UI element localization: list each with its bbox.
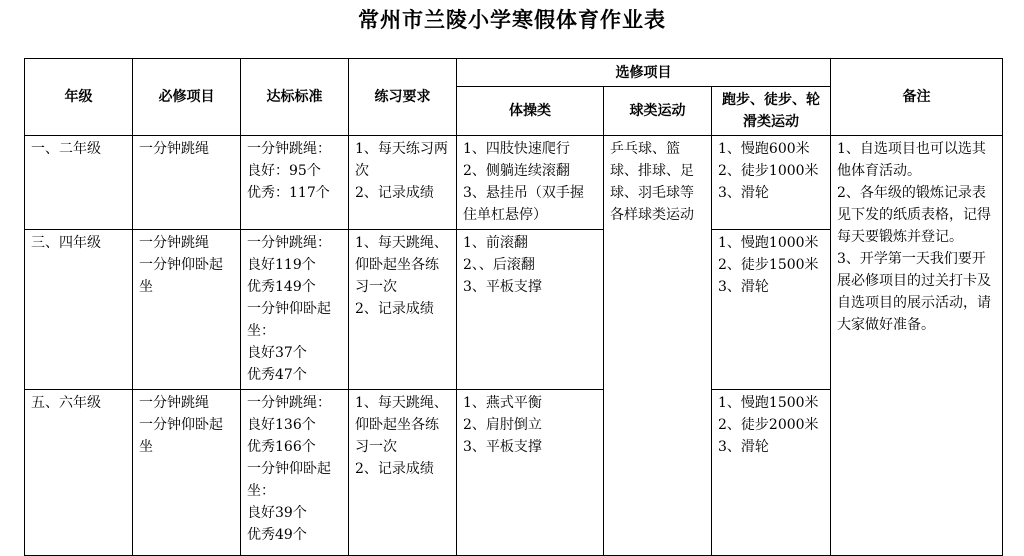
grade-cell: 三、四年级 (25, 230, 133, 390)
ball-cell: 乒乓球、篮球、排球、足球、羽毛球等各样球类运动 (604, 136, 712, 556)
required-cell: 一分钟跳绳 (133, 136, 241, 230)
standard-cell: 一分钟跳绳： 良好136个 优秀166个 一分钟仰卧起坐： 良好39个 优秀49个 (241, 390, 349, 556)
running-cell: 1、慢跑600米 2、徒步1000米 3、滑轮 (712, 136, 831, 230)
gymnastics-cell: 1、燕式平衡 2、肩肘倒立 3、平板支撑 (457, 390, 604, 556)
pe-homework-table (24, 58, 1003, 556)
header-required: 必修项目 (133, 59, 241, 136)
practice-cell: 1、每天跳绳、仰卧起坐各练习一次 2、记录成绩 (349, 230, 457, 390)
header-practice: 练习要求 (349, 59, 457, 136)
grade-cell: 五、六年级 (25, 390, 133, 556)
gymnastics-cell: 1、四肢快速爬行 2、侧躺连续滚翻 3、悬挂吊（双手握住单杠悬停） (457, 136, 604, 230)
standard-cell: 一分钟跳绳： 良好119个 优秀149个 一分钟仰卧起坐： 良好37个 优秀47个 (241, 230, 349, 390)
notes-cell: 1、自选项目也可以选其他体育活动。 2、各年级的锻炼记录表见下发的纸质表格，记得每天要锻炼并登记。 3、开学第一天我们要开展必修项目的过关打卡及自选项目的展示活动，请大家做好准备。 (831, 136, 1003, 556)
practice-cell: 1、每天练习两次 2、记录成绩 (349, 136, 457, 230)
page-title: 常州市兰陵小学寒假体育作业表 (358, 7, 666, 32)
gymnastics-cell: 1、前滚翻 2、、后滚翻 3、平板支撑 (457, 230, 604, 390)
header-notes: 备注 (831, 59, 1003, 136)
required-cell: 一分钟跳绳 一分钟仰卧起坐 (133, 230, 241, 390)
header-gymnastics: 体操类 (457, 87, 604, 136)
header-elective: 选修项目 (457, 59, 831, 87)
table-row (25, 136, 1003, 230)
header-running: 跑步、徒步、轮滑类运动 (712, 87, 831, 136)
standard-cell: 一分钟跳绳： 良好：95个 优秀：117个 (241, 136, 349, 230)
running-cell: 1、慢跑1000米 2、徒步1500米 3、滑轮 (712, 230, 831, 390)
practice-cell: 1、每天跳绳、仰卧起坐各练习一次 2、记录成绩 (349, 390, 457, 556)
grade-cell: 一、二年级 (25, 136, 133, 230)
header-ball: 球类运动 (604, 87, 712, 136)
required-cell: 一分钟跳绳 一分钟仰卧起坐 (133, 390, 241, 556)
header-standard: 达标标准 (241, 59, 349, 136)
header-grade: 年级 (25, 59, 133, 136)
running-cell: 1、慢跑1500米 2、徒步2000米 3、滑轮 (712, 390, 831, 556)
